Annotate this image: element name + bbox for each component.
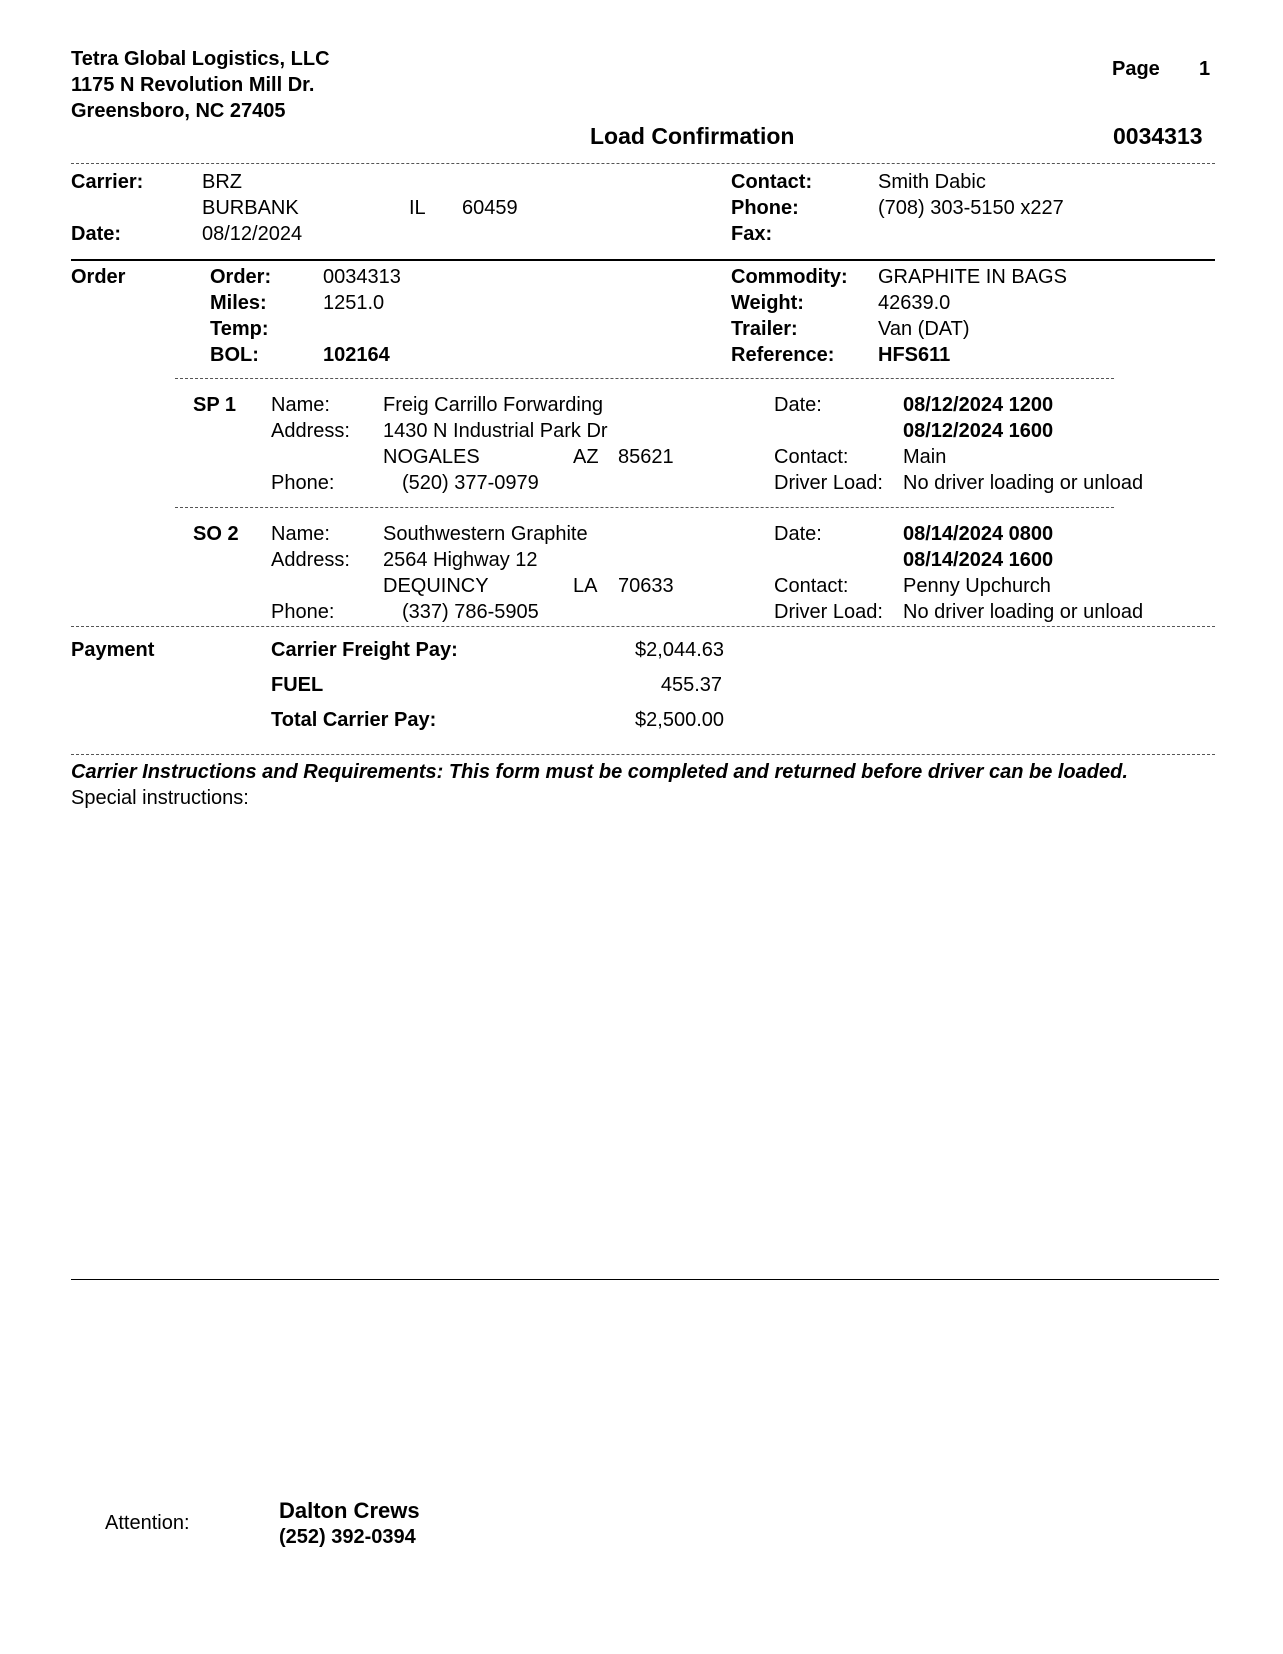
carrier-state: IL xyxy=(409,197,426,219)
stop-2-name: Southwestern Graphite xyxy=(383,523,588,545)
stop-2-contact: Penny Upchurch xyxy=(903,575,1051,597)
stop-2-city: DEQUINCY xyxy=(383,575,489,597)
stops-divider xyxy=(71,626,1215,627)
total-pay-amount: $2,500.00 xyxy=(635,709,724,731)
fuel-label: FUEL xyxy=(271,674,324,696)
carrier-zip: 60459 xyxy=(462,197,518,219)
stop-2-zip: 70633 xyxy=(618,575,674,597)
stop-2-phone-label: Phone: xyxy=(271,601,335,623)
miles-label: Miles: xyxy=(210,292,267,314)
stop-1-state: AZ xyxy=(573,446,599,468)
carrier-date: 08/12/2024 xyxy=(202,223,303,245)
carrier-city: BURBANK xyxy=(202,197,299,219)
order-label: Order: xyxy=(210,266,272,288)
company-name: Tetra Global Logistics, LLC xyxy=(71,48,330,70)
stop-1-name: Freig Carrillo Forwarding xyxy=(383,394,604,416)
commodity-value: GRAPHITE IN BAGS xyxy=(878,266,1067,288)
stop-1-code: SP 1 xyxy=(193,394,236,416)
attention-phone: (252) 392-0394 xyxy=(279,1526,416,1548)
stop-1-name-label: Name: xyxy=(271,394,330,416)
stop-2-date-end: 08/14/2024 1600 xyxy=(903,549,1054,571)
attention-label: Attention: xyxy=(105,1512,190,1534)
stop-2-date-start: 08/14/2024 0800 xyxy=(903,523,1054,545)
signature-line xyxy=(71,1279,1219,1280)
special-instructions-label: Special instructions: xyxy=(71,787,249,809)
date-label: Date: xyxy=(71,223,122,245)
page-title: Load Confirmation xyxy=(590,123,795,149)
stop-1-date-end: 08/12/2024 1600 xyxy=(903,420,1054,442)
stop-2-driver-load: No driver loading or unload xyxy=(903,601,1144,623)
company-address-line2: Greensboro, NC 27405 xyxy=(71,100,286,122)
order-section-label: Order xyxy=(71,266,126,288)
header-divider xyxy=(71,163,1215,164)
freight-pay-amount: $2,044.63 xyxy=(635,639,724,661)
stop-2-name-label: Name: xyxy=(271,523,330,545)
stop-2-address: 2564 Highway 12 xyxy=(383,549,538,571)
bol-value: 102164 xyxy=(323,344,390,366)
payment-divider xyxy=(71,754,1215,755)
weight-label: Weight: xyxy=(731,292,804,314)
stop-1-phone: (520) 377-0979 xyxy=(402,472,539,494)
carrier-divider xyxy=(71,259,1215,261)
order-number: 0034313 xyxy=(323,266,401,288)
stop-1-contact: Main xyxy=(903,446,947,468)
reference-label: Reference: xyxy=(731,344,835,366)
instructions-heading: Carrier Instructions and Requirements: This form must be completed and returned before driver can be loaded. xyxy=(71,761,1128,783)
phone-label: Phone: xyxy=(731,197,799,219)
total-pay-label: Total Carrier Pay: xyxy=(271,709,437,731)
stop-1-city: NOGALES xyxy=(383,446,480,468)
stop-1-driver-load: No driver loading or unload xyxy=(903,472,1144,494)
carrier-phone: (708) 303-5150 x227 xyxy=(878,197,1064,219)
carrier-label: Carrier: xyxy=(71,171,144,193)
document-number: 0034313 xyxy=(1113,123,1203,149)
company-address-line1: 1175 N Revolution Mill Dr. xyxy=(71,74,315,96)
carrier-contact: Smith Dabic xyxy=(878,171,986,193)
stop-2-code: SO 2 xyxy=(193,523,239,545)
stop-1-contact-label: Contact: xyxy=(774,446,849,468)
stop-divider xyxy=(175,507,1114,508)
stop-2-state: LA xyxy=(573,575,598,597)
page-label: Page xyxy=(1112,58,1160,80)
freight-pay-label: Carrier Freight Pay: xyxy=(271,639,458,661)
carrier-code: BRZ xyxy=(202,171,242,193)
stop-2-driver-load-label: Driver Load: xyxy=(774,601,883,623)
stop-2-date-label: Date: xyxy=(774,523,822,545)
trailer-label: Trailer: xyxy=(731,318,798,340)
bol-label: BOL: xyxy=(210,344,259,366)
stop-1-address: 1430 N Industrial Park Dr xyxy=(383,420,608,442)
stop-1-address-label: Address: xyxy=(271,420,350,442)
miles-value: 1251.0 xyxy=(323,292,385,314)
page-number: 1 xyxy=(1199,58,1211,80)
stop-1-driver-load-label: Driver Load: xyxy=(774,472,883,494)
weight-value: 42639.0 xyxy=(878,292,951,314)
order-divider xyxy=(175,378,1114,379)
payment-section-label: Payment xyxy=(71,639,155,661)
fax-label: Fax: xyxy=(731,223,773,245)
stop-2-phone: (337) 786-5905 xyxy=(402,601,539,623)
contact-label: Contact: xyxy=(731,171,813,193)
stop-1-date-start: 08/12/2024 1200 xyxy=(903,394,1054,416)
stop-1-phone-label: Phone: xyxy=(271,472,335,494)
stop-1-date-label: Date: xyxy=(774,394,822,416)
attention-name: Dalton Crews xyxy=(279,1498,420,1523)
trailer-value: Van (DAT) xyxy=(878,318,970,340)
commodity-label: Commodity: xyxy=(731,266,848,288)
stop-1-zip: 85621 xyxy=(618,446,674,468)
fuel-amount: 455.37 xyxy=(660,674,722,696)
temp-label: Temp: xyxy=(210,318,269,340)
reference-value: HFS611 xyxy=(878,344,951,366)
stop-2-address-label: Address: xyxy=(271,549,350,571)
stop-2-contact-label: Contact: xyxy=(774,575,849,597)
